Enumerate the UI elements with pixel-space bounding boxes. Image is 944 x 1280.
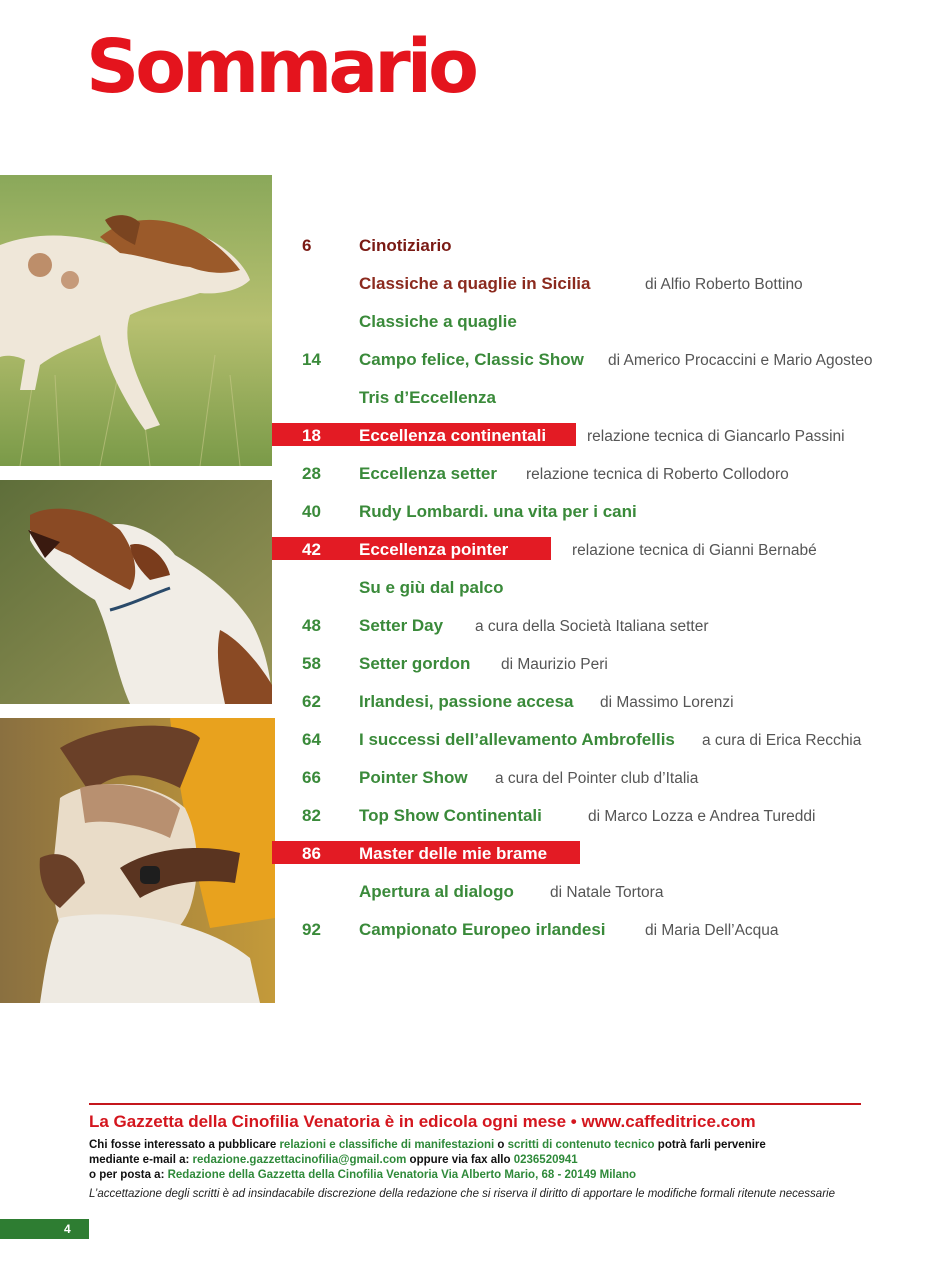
footer-text: oppure via fax allo xyxy=(406,1154,514,1166)
toc-entry[interactable] xyxy=(272,646,922,684)
footer-text: Chi fosse interessato a pubblicare xyxy=(89,1139,280,1151)
footer-highlight: relazioni e classifiche di manifestazioni xyxy=(279,1139,495,1151)
toc-entry[interactable] xyxy=(272,380,922,418)
postal-address: Redazione della Gazzetta della Cinofilia Venatoria Via Alberto Mario, 68 - 20149 Milano xyxy=(167,1169,637,1181)
page-title: Sommario xyxy=(86,24,475,110)
toc-page-number: 28 xyxy=(302,464,321,483)
toc-entry[interactable] xyxy=(272,760,922,798)
footer-text: o xyxy=(494,1139,508,1151)
toc-title: Pointer Show xyxy=(359,768,468,787)
toc-title: Classiche a quaglie in Sicilia xyxy=(359,274,591,293)
toc-title: Top Show Continentali xyxy=(359,806,542,825)
toc-byline: di Alfio Roberto Bottino xyxy=(645,276,803,293)
toc-title: Campo felice, Classic Show xyxy=(359,350,584,369)
toc-page-number: 64 xyxy=(302,730,321,749)
footer-contact-info xyxy=(89,1138,766,1183)
toc-byline: a cura del Pointer club d’Italia xyxy=(495,770,699,787)
toc-entry[interactable] xyxy=(272,912,922,950)
toc-entry[interactable] xyxy=(272,304,922,342)
toc-byline: di Maurizio Peri xyxy=(501,656,608,673)
barking-dog-photo xyxy=(0,480,272,704)
toc-title: Setter Day xyxy=(359,616,444,635)
toc-page-number: 18 xyxy=(302,426,321,445)
toc-byline: di Massimo Lorenzi xyxy=(600,694,734,711)
toc-page-number: 82 xyxy=(302,806,321,825)
toc-page-number: 66 xyxy=(302,768,321,787)
footer-disclaimer: L’accettazione degli scritti è ad insindacabile discrezione della redazione che si riserva il diritto di apportare le modifiche formali ritenute necessarie xyxy=(89,1188,835,1200)
toc-title: Campionato Europeo irlandesi xyxy=(359,920,606,939)
toc-title: Apertura al dialogo xyxy=(359,882,514,901)
toc-title: I successi dell’allevamento Ambrofellis xyxy=(359,730,675,749)
handler-with-setter-photo xyxy=(0,718,275,1003)
toc-entry[interactable] xyxy=(272,266,922,304)
toc-entry[interactable] xyxy=(272,532,922,570)
toc-byline: di Natale Tortora xyxy=(550,884,664,901)
pointer-dog-photo xyxy=(0,175,272,466)
toc-title: Su e giù dal palco xyxy=(359,578,504,597)
toc-entry[interactable] xyxy=(272,874,922,912)
toc-page-number: 40 xyxy=(302,502,321,521)
contact-fax: 0236520941 xyxy=(513,1154,578,1166)
footer-divider xyxy=(89,1103,861,1105)
toc-entry[interactable] xyxy=(272,418,922,456)
toc-byline: di Americo Procaccini e Mario Agosteo xyxy=(608,352,873,369)
footer-text: o per posta a: xyxy=(89,1169,168,1181)
toc-byline: a cura della Società Italiana setter xyxy=(475,618,709,635)
toc-entry[interactable] xyxy=(272,228,922,266)
toc-page-number: 58 xyxy=(302,654,321,673)
toc-entry[interactable] xyxy=(272,456,922,494)
page-number-box xyxy=(0,1219,89,1239)
toc-entry[interactable] xyxy=(272,684,922,722)
toc-title: Tris d’Eccellenza xyxy=(359,388,497,407)
toc-entry[interactable] xyxy=(272,342,922,380)
footer-highlight: scritti di contenuto tecnico xyxy=(507,1139,655,1151)
footer-text: potrà farli pervenire xyxy=(654,1139,766,1151)
toc-entry[interactable] xyxy=(272,494,922,532)
toc-title: Eccellenza setter xyxy=(359,464,497,483)
toc-entry[interactable] xyxy=(272,836,922,874)
toc-title: Classiche a quaglie xyxy=(359,312,517,331)
toc-page-number: 6 xyxy=(302,236,312,255)
footer-text: mediante e-mail a: xyxy=(89,1154,193,1166)
page-number: 4 xyxy=(64,1222,71,1236)
toc-page-number: 86 xyxy=(302,844,321,863)
toc-entry[interactable] xyxy=(272,570,922,608)
toc-page-number: 42 xyxy=(302,540,321,559)
toc-byline: di Maria Dell’Acqua xyxy=(645,922,779,939)
toc-title: Cinotiziario xyxy=(359,236,452,255)
toc-byline: relazione tecnica di Roberto Collodoro xyxy=(526,466,789,483)
toc-title: Setter gordon xyxy=(359,654,471,673)
toc-byline: di Marco Lozza e Andrea Tureddi xyxy=(588,808,816,825)
toc-page-number: 92 xyxy=(302,920,321,939)
toc-entry[interactable] xyxy=(272,722,922,760)
toc-entry[interactable] xyxy=(272,798,922,836)
toc-title: Irlandesi, passione accesa xyxy=(359,692,574,711)
toc-title: Eccellenza pointer xyxy=(359,540,509,559)
toc-entry[interactable] xyxy=(272,608,922,646)
toc-page-number: 62 xyxy=(302,692,321,711)
toc-title: Eccellenza continentali xyxy=(359,426,547,445)
toc-byline: relazione tecnica di Gianni Bernabé xyxy=(572,542,817,559)
table-of-contents xyxy=(272,228,922,950)
contact-email-link[interactable]: redazione.gazzettacinofilia@gmail.com xyxy=(192,1154,407,1166)
toc-byline: relazione tecnica di Giancarlo Passini xyxy=(587,428,845,445)
footer-headline: La Gazzetta della Cinofilia Venatoria è in edicola ogni mese • www.caffeditrice.com xyxy=(89,1112,756,1131)
toc-page-number: 14 xyxy=(302,350,321,369)
toc-byline: a cura di Erica Recchia xyxy=(702,732,862,749)
toc-title: Rudy Lombardi. una vita per i cani xyxy=(359,502,637,521)
toc-title: Master delle mie brame xyxy=(359,844,548,863)
toc-page-number: 48 xyxy=(302,616,321,635)
